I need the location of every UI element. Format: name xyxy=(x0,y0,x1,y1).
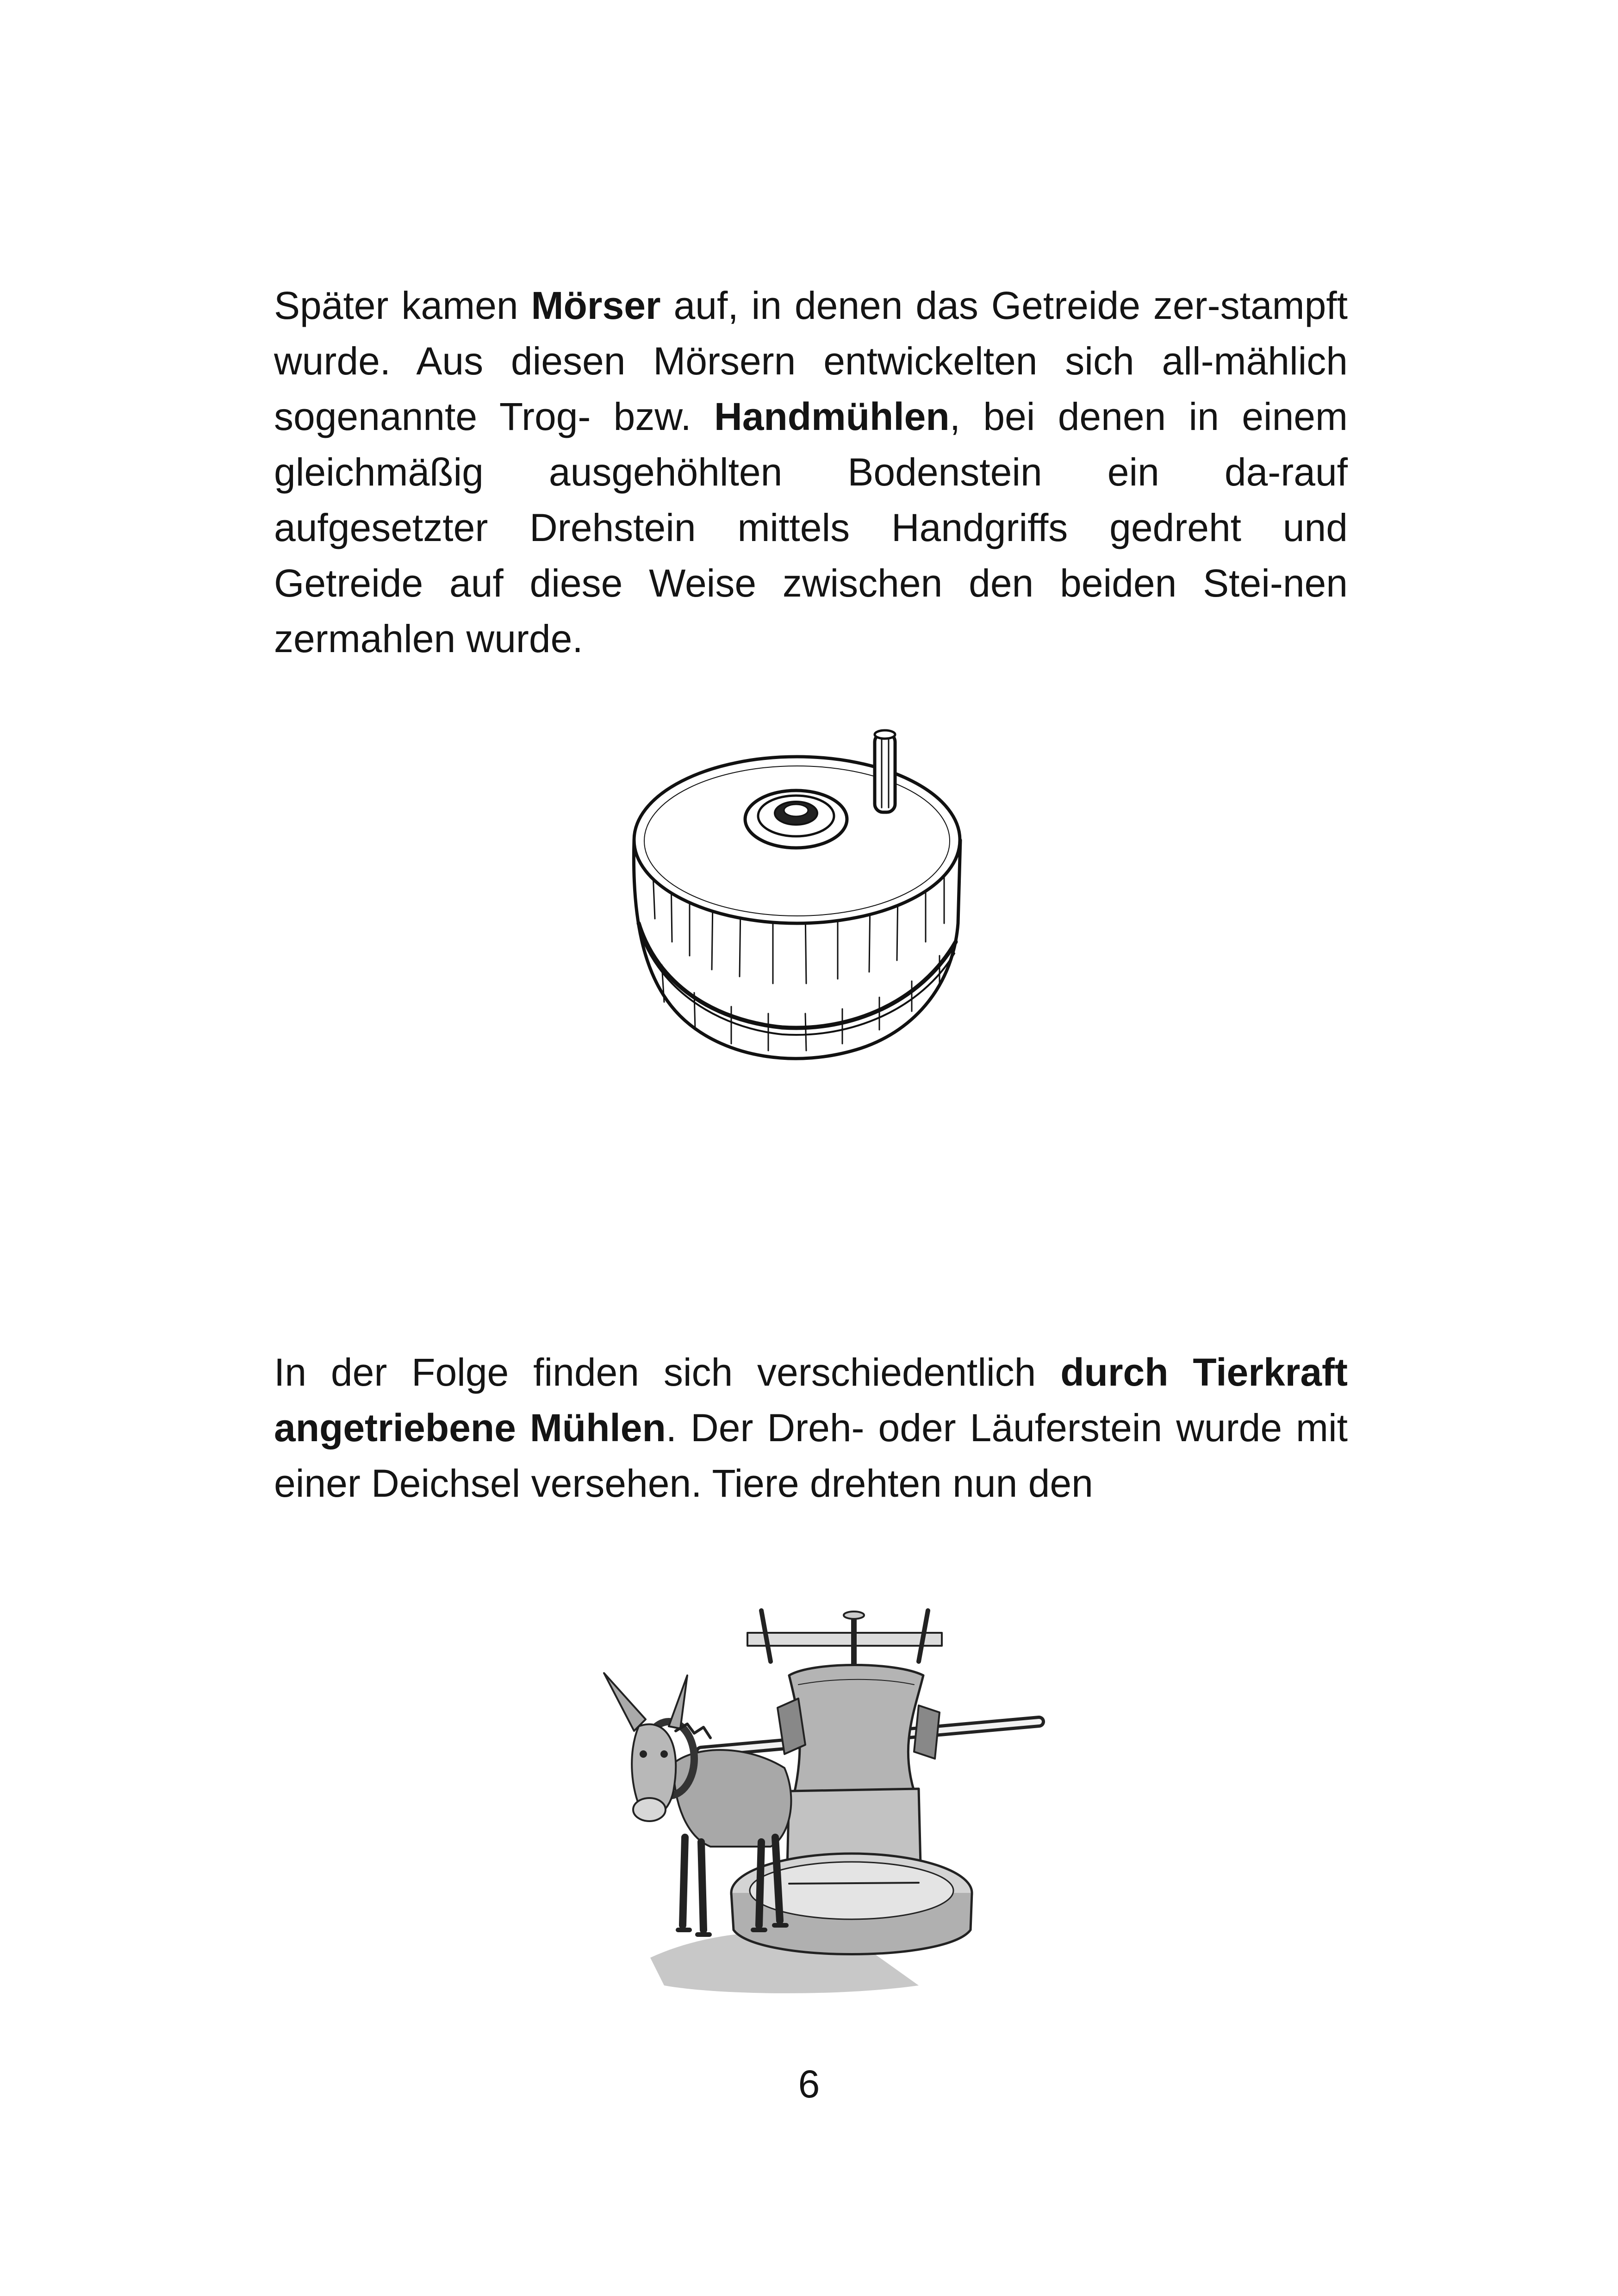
hand-mill-illustration xyxy=(620,724,990,1104)
text-run: . Der Dreh- oder Läuferstein wurde mit einer Deichsel versehen. Tiere drehten nun den xyxy=(274,1406,1348,1505)
paragraph-animal-powered-mills xyxy=(274,1344,1348,1511)
paragraph-mortar-handmill xyxy=(274,278,1348,666)
text-run: , bei denen in einem gleichmäßig ausgehöhlten Bodenstein ein da-rauf aufgesetzter Drehstein mittels Handgriffs gedreht und Getreide auf diese Weise zwischen den beiden Stei-nen zermahlen wurde. xyxy=(274,395,1348,660)
text-run: In der Folge finden sich verschiedentlich xyxy=(274,1350,1061,1394)
bold-term-tierkraft-muehlen: durch Tierkraft angetriebene Mühlen xyxy=(274,1350,1348,1450)
text-run: auf, in denen das Getreide zer-stampft wurde. Aus diesen Mörsern entwickelten sich all-mählich sogenannte Trog- bzw. xyxy=(274,284,1348,438)
text-run: Später kamen xyxy=(274,284,531,327)
bold-term-moerser: Mörser xyxy=(531,284,661,327)
animal-powered-mill-illustration xyxy=(595,1606,1053,1999)
bold-term-handmuehlen: Handmühlen xyxy=(714,395,950,438)
page-number: 6 xyxy=(798,2062,820,2106)
